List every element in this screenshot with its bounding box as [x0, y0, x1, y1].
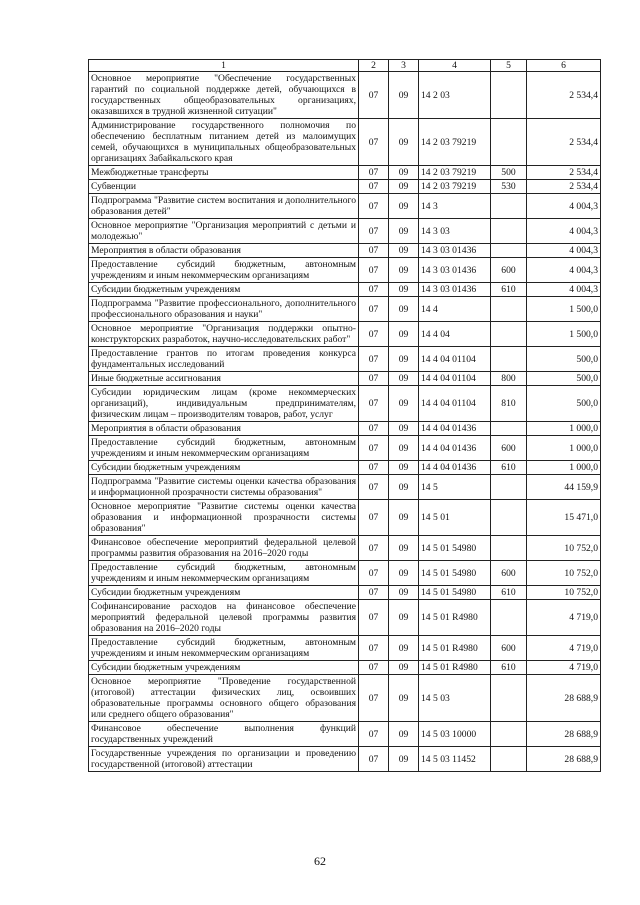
- row-expense-type-cell: 530: [491, 180, 527, 194]
- row-amount-cell: 4 004,3: [527, 258, 601, 283]
- row-amount-cell: 10 752,0: [527, 536, 601, 561]
- row-amount-cell: 4 719,0: [527, 661, 601, 675]
- row-section-cell: 07: [359, 194, 389, 219]
- table-row: [89, 347, 601, 372]
- row-expense-type-cell: [491, 244, 527, 258]
- row-target-code-cell: 14 2 03: [419, 72, 491, 119]
- row-target-code-cell: 14 4 04 01436: [419, 422, 491, 436]
- row-name-cell: Финансовое обеспечение выполнения функций государственных учреждений: [89, 722, 359, 747]
- row-name-cell: Субсидии бюджетным учреждениям: [89, 586, 359, 600]
- row-section-cell: 07: [359, 297, 389, 322]
- row-amount-cell: 10 752,0: [527, 561, 601, 586]
- row-target-code-cell: 14 3 03: [419, 219, 491, 244]
- row-subsection-cell: 09: [389, 219, 419, 244]
- table-row: [89, 722, 601, 747]
- row-target-code-cell: 14 3 03 01436: [419, 244, 491, 258]
- row-section-cell: 07: [359, 244, 389, 258]
- row-expense-type-cell: [491, 119, 527, 166]
- row-amount-cell: 28 688,9: [527, 675, 601, 722]
- row-section-cell: 07: [359, 586, 389, 600]
- row-subsection-cell: 09: [389, 386, 419, 422]
- table-row: [89, 386, 601, 422]
- header-col-2: 2: [359, 60, 389, 72]
- row-target-code-cell: 14 5 01 R4980: [419, 661, 491, 675]
- table-row: [89, 244, 601, 258]
- row-amount-cell: 4 719,0: [527, 600, 601, 636]
- row-target-code-cell: 14 5 01: [419, 500, 491, 536]
- row-amount-cell: 500,0: [527, 347, 601, 372]
- row-expense-type-cell: [491, 600, 527, 636]
- row-subsection-cell: 09: [389, 561, 419, 586]
- row-section-cell: 07: [359, 422, 389, 436]
- table-row: [89, 258, 601, 283]
- row-target-code-cell: 14 2 03 79219: [419, 180, 491, 194]
- row-name-cell: Основное мероприятие "Обеспечение государственных гарантий по социальной поддержке детей, обучающихся в государственных общеобразовательных организациях, оказавшихся в трудной жизненной ситуации": [89, 72, 359, 119]
- row-expense-type-cell: [491, 675, 527, 722]
- row-subsection-cell: 09: [389, 283, 419, 297]
- row-name-cell: Предоставление грантов по итогам проведения конкурса фундаментальных исследований: [89, 347, 359, 372]
- row-target-code-cell: 14 5 01 R4980: [419, 636, 491, 661]
- row-expense-type-cell: 610: [491, 586, 527, 600]
- row-amount-cell: 1 500,0: [527, 322, 601, 347]
- table-row: [89, 72, 601, 119]
- row-subsection-cell: 09: [389, 372, 419, 386]
- row-expense-type-cell: [491, 322, 527, 347]
- table-row: [89, 283, 601, 297]
- row-expense-type-cell: [491, 536, 527, 561]
- row-target-code-cell: 14 4 04 01436: [419, 461, 491, 475]
- row-target-code-cell: 14 5 01 54980: [419, 536, 491, 561]
- row-amount-cell: 1 000,0: [527, 436, 601, 461]
- row-name-cell: Основное мероприятие "Организация поддержки опытно-конструкторских разработок, научно-исследовательских работ": [89, 322, 359, 347]
- row-subsection-cell: 09: [389, 180, 419, 194]
- row-section-cell: 07: [359, 661, 389, 675]
- row-section-cell: 07: [359, 636, 389, 661]
- row-section-cell: 07: [359, 72, 389, 119]
- row-expense-type-cell: [491, 297, 527, 322]
- header-col-6: 6: [527, 60, 601, 72]
- row-target-code-cell: 14 4 04 01436: [419, 436, 491, 461]
- row-expense-type-cell: 800: [491, 372, 527, 386]
- row-section-cell: 07: [359, 561, 389, 586]
- row-target-code-cell: 14 4 04 01104: [419, 386, 491, 422]
- table-row: [89, 747, 601, 772]
- row-expense-type-cell: [491, 475, 527, 500]
- row-expense-type-cell: [491, 722, 527, 747]
- row-target-code-cell: 14 5 03: [419, 675, 491, 722]
- row-name-cell: Подпрограмма "Развитие систем воспитания и дополнительного образования детей": [89, 194, 359, 219]
- row-target-code-cell: 14 5 01 54980: [419, 561, 491, 586]
- table-row: [89, 500, 601, 536]
- row-subsection-cell: 09: [389, 747, 419, 772]
- row-name-cell: Предоставление субсидий бюджетным, автономным учреждениям и иным некоммерческим организациям: [89, 436, 359, 461]
- row-subsection-cell: 09: [389, 297, 419, 322]
- row-name-cell: Субсидии бюджетным учреждениям: [89, 661, 359, 675]
- row-name-cell: Субсидии бюджетным учреждениям: [89, 283, 359, 297]
- row-target-code-cell: 14 5 01 54980: [419, 586, 491, 600]
- table-row: [89, 600, 601, 636]
- row-name-cell: Софинансирование расходов на финансовое обеспечение мероприятий федеральной целевой программы развития образования на 2016–2020 годы: [89, 600, 359, 636]
- row-target-code-cell: 14 2 03 79219: [419, 166, 491, 180]
- row-section-cell: 07: [359, 322, 389, 347]
- row-expense-type-cell: [491, 747, 527, 772]
- row-amount-cell: 1 500,0: [527, 297, 601, 322]
- row-section-cell: 07: [359, 386, 389, 422]
- row-expense-type-cell: 600: [491, 636, 527, 661]
- row-name-cell: Основное мероприятие "Проведение государственной (итоговой) аттестации физических лиц, освоивших образовательные программы основного общего образования или среднего общего образования": [89, 675, 359, 722]
- row-subsection-cell: 09: [389, 661, 419, 675]
- row-target-code-cell: 14 3: [419, 194, 491, 219]
- table-row: [89, 297, 601, 322]
- row-name-cell: Предоставление субсидий бюджетным, автономным учреждениям и иным некоммерческим организациям: [89, 258, 359, 283]
- row-target-code-cell: 14 5 03 10000: [419, 722, 491, 747]
- row-amount-cell: 500,0: [527, 386, 601, 422]
- table-row: [89, 475, 601, 500]
- row-amount-cell: 1 000,0: [527, 422, 601, 436]
- table-row: [89, 422, 601, 436]
- page-number: 62: [314, 854, 326, 868]
- table-row: [89, 661, 601, 675]
- row-amount-cell: 4 004,3: [527, 283, 601, 297]
- table-body: [89, 72, 601, 772]
- row-section-cell: 07: [359, 722, 389, 747]
- row-subsection-cell: 09: [389, 461, 419, 475]
- row-subsection-cell: 09: [389, 322, 419, 347]
- row-subsection-cell: 09: [389, 244, 419, 258]
- row-subsection-cell: 09: [389, 422, 419, 436]
- table-row: [89, 219, 601, 244]
- row-amount-cell: 10 752,0: [527, 586, 601, 600]
- row-subsection-cell: 09: [389, 675, 419, 722]
- row-name-cell: Субсидии юридическим лицам (кроме некоммерческих организаций), индивидуальным предпринимателям, физическим лицам – производителям товаров, работ, услуг: [89, 386, 359, 422]
- row-expense-type-cell: [491, 72, 527, 119]
- row-section-cell: 07: [359, 600, 389, 636]
- table-row: [89, 561, 601, 586]
- row-name-cell: Государственные учреждения по организации и проведению государственной (итоговой) аттестации: [89, 747, 359, 772]
- row-name-cell: Подпрограмма "Развитие системы оценки качества образования и информационной прозрачности системы образования": [89, 475, 359, 500]
- row-target-code-cell: 14 5 03 11452: [419, 747, 491, 772]
- table-row: [89, 119, 601, 166]
- row-amount-cell: 2 534,4: [527, 119, 601, 166]
- row-amount-cell: 4 004,3: [527, 194, 601, 219]
- row-name-cell: Субсидии бюджетным учреждениям: [89, 461, 359, 475]
- row-name-cell: Основное мероприятие "Развитие системы оценки качества образования и информационной прозрачности системы образования": [89, 500, 359, 536]
- row-subsection-cell: 09: [389, 258, 419, 283]
- row-expense-type-cell: 610: [491, 661, 527, 675]
- row-subsection-cell: 09: [389, 500, 419, 536]
- row-name-cell: Мероприятия в области образования: [89, 422, 359, 436]
- row-section-cell: 07: [359, 283, 389, 297]
- table-row: [89, 586, 601, 600]
- row-section-cell: 07: [359, 436, 389, 461]
- row-section-cell: 07: [359, 500, 389, 536]
- row-section-cell: 07: [359, 347, 389, 372]
- row-expense-type-cell: 600: [491, 561, 527, 586]
- row-section-cell: 07: [359, 372, 389, 386]
- row-expense-type-cell: 500: [491, 166, 527, 180]
- row-name-cell: Межбюджетные трансферты: [89, 166, 359, 180]
- table-row: [89, 436, 601, 461]
- row-amount-cell: 4 004,3: [527, 219, 601, 244]
- row-target-code-cell: 14 5: [419, 475, 491, 500]
- row-section-cell: 07: [359, 166, 389, 180]
- row-target-code-cell: 14 5 01 R4980: [419, 600, 491, 636]
- row-subsection-cell: 09: [389, 722, 419, 747]
- row-section-cell: 07: [359, 675, 389, 722]
- row-amount-cell: 28 688,9: [527, 747, 601, 772]
- row-amount-cell: 2 534,4: [527, 180, 601, 194]
- row-expense-type-cell: [491, 500, 527, 536]
- row-expense-type-cell: 810: [491, 386, 527, 422]
- row-subsection-cell: 09: [389, 347, 419, 372]
- table-row: [89, 461, 601, 475]
- budget-table: [88, 59, 601, 772]
- row-subsection-cell: 09: [389, 600, 419, 636]
- row-expense-type-cell: [491, 347, 527, 372]
- row-amount-cell: 44 159,9: [527, 475, 601, 500]
- row-amount-cell: 28 688,9: [527, 722, 601, 747]
- header-col-1: 1: [89, 60, 359, 72]
- row-expense-type-cell: [491, 422, 527, 436]
- row-name-cell: Иные бюджетные ассигнования: [89, 372, 359, 386]
- row-name-cell: Подпрограмма "Развитие профессионального, дополнительного профессионального образования и науки": [89, 297, 359, 322]
- row-subsection-cell: 09: [389, 586, 419, 600]
- row-name-cell: Финансовое обеспечение мероприятий федеральной целевой программы развития образования на 2016–2020 годы: [89, 536, 359, 561]
- table-row: [89, 166, 601, 180]
- table-row: [89, 536, 601, 561]
- row-expense-type-cell: 610: [491, 461, 527, 475]
- row-target-code-cell: 14 3 03 01436: [419, 283, 491, 297]
- row-name-cell: Администрирование государственного полномочия по обеспечению бесплатным питанием детей из малоимущих семей, обучающихся в муниципальных общеобразовательных организациях Забайкальского края: [89, 119, 359, 166]
- row-target-code-cell: 14 3 03 01436: [419, 258, 491, 283]
- header-col-4: 4: [419, 60, 491, 72]
- row-amount-cell: 2 534,4: [527, 72, 601, 119]
- row-subsection-cell: 09: [389, 166, 419, 180]
- row-name-cell: Субвенции: [89, 180, 359, 194]
- row-amount-cell: 4 004,3: [527, 244, 601, 258]
- header-col-3: 3: [389, 60, 419, 72]
- row-amount-cell: 1 000,0: [527, 461, 601, 475]
- row-target-code-cell: 14 4 04: [419, 322, 491, 347]
- table-row: [89, 322, 601, 347]
- row-section-cell: 07: [359, 180, 389, 194]
- row-name-cell: Предоставление субсидий бюджетным, автономным учреждениям и иным некоммерческим организациям: [89, 561, 359, 586]
- table-row: [89, 372, 601, 386]
- row-section-cell: 07: [359, 475, 389, 500]
- row-subsection-cell: 09: [389, 119, 419, 166]
- row-target-code-cell: 14 2 03 79219: [419, 119, 491, 166]
- row-section-cell: 07: [359, 461, 389, 475]
- row-expense-type-cell: 610: [491, 283, 527, 297]
- row-subsection-cell: 09: [389, 72, 419, 119]
- table-row: [89, 180, 601, 194]
- row-name-cell: Мероприятия в области образования: [89, 244, 359, 258]
- row-section-cell: 07: [359, 119, 389, 166]
- row-amount-cell: 4 719,0: [527, 636, 601, 661]
- row-expense-type-cell: 600: [491, 436, 527, 461]
- row-amount-cell: 2 534,4: [527, 166, 601, 180]
- table-row: [89, 675, 601, 722]
- row-amount-cell: 15 471,0: [527, 500, 601, 536]
- row-expense-type-cell: [491, 194, 527, 219]
- row-section-cell: 07: [359, 219, 389, 244]
- row-target-code-cell: 14 4: [419, 297, 491, 322]
- table-header-row: [89, 60, 601, 72]
- row-section-cell: 07: [359, 536, 389, 561]
- row-subsection-cell: 09: [389, 536, 419, 561]
- row-subsection-cell: 09: [389, 636, 419, 661]
- row-subsection-cell: 09: [389, 436, 419, 461]
- row-subsection-cell: 09: [389, 475, 419, 500]
- row-target-code-cell: 14 4 04 01104: [419, 372, 491, 386]
- row-target-code-cell: 14 4 04 01104: [419, 347, 491, 372]
- row-expense-type-cell: 600: [491, 258, 527, 283]
- row-name-cell: Основное мероприятие "Организация мероприятий с детьми и молодежью": [89, 219, 359, 244]
- table-row: [89, 194, 601, 219]
- row-amount-cell: 500,0: [527, 372, 601, 386]
- row-name-cell: Предоставление субсидий бюджетным, автономным учреждениям и иным некоммерческим организациям: [89, 636, 359, 661]
- row-expense-type-cell: [491, 219, 527, 244]
- row-subsection-cell: 09: [389, 194, 419, 219]
- table-row: [89, 636, 601, 661]
- row-section-cell: 07: [359, 747, 389, 772]
- header-col-5: 5: [491, 60, 527, 72]
- row-section-cell: 07: [359, 258, 389, 283]
